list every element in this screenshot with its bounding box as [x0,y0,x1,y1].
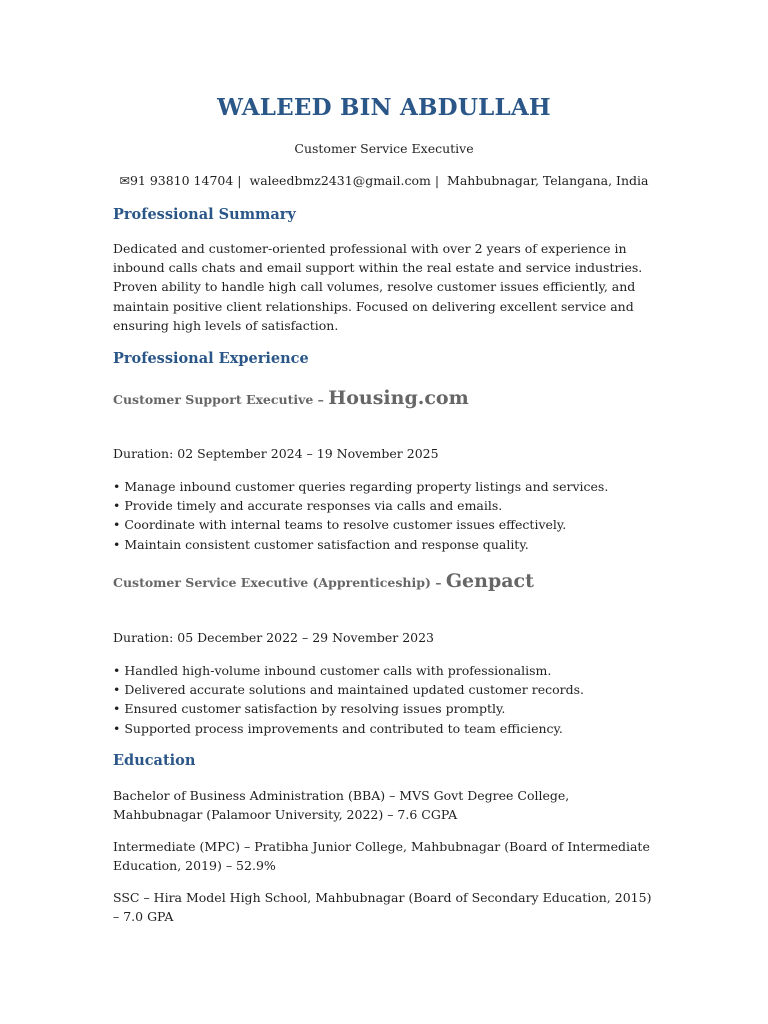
email-address[interactable]: waleedbmz2431@gmail.com | [249,173,440,188]
education-entry: Bachelor of Business Administration (BBA) – MVS Govt Degree College, Mahbubnagar (Palamoor University, 2022) – 7.6 CGPA [113,788,570,823]
company-name: Genpact [445,570,534,592]
list-item: • Delivered accurate solutions and maintained updated customer records. [113,682,584,698]
job-duration: Duration: 05 December 2022 – 29 November 2023 [113,630,435,645]
candidate-name: WALEED BIN ABDULLAH [217,94,551,121]
list-item: • Manage inbound customer queries regarding property listings and services. [113,479,609,494]
job-title: Customer Support Executive – [113,392,329,407]
job-responsibilities [113,477,608,554]
list-item: • Ensured customer satisfaction by resolving issues promptly. [113,701,506,717]
contact-line [103,173,665,188]
job-title-line [113,570,534,592]
location: Mahbubnagar, Telangana, India [447,173,649,188]
professional-experience-heading: Professional Experience [113,350,309,367]
company-name: Housing.com [328,387,469,409]
education-heading: Education [113,752,196,769]
professional-summary-heading: Professional Summary [113,206,296,223]
job-responsibilities [113,661,584,738]
list-item: • Handled high-volume inbound customer calls with professionalism. [113,663,552,678]
job-title: Customer Service Executive (Apprenticeship) – [113,575,446,590]
candidate-role: Customer Service Executive [294,141,474,156]
list-item: • Coordinate with internal teams to resolve customer issues effectively. [113,517,567,533]
job-title-line [113,387,469,409]
education-entry: Intermediate (MPC) – Pratibha Junior College, Mahbubnagar (Board of Intermediate Education, 2019) – 52.9% [113,839,650,874]
education-entry: SSC – Hira Model High School, Mahbubnagar (Board of Secondary Education, 2015) – 7.0 GPA [113,890,652,925]
list-item: • Provide timely and accurate responses via calls and emails. [113,498,503,514]
phone-number: ✉91 93810 14704 | [119,173,242,188]
list-item: • Maintain consistent customer satisfaction and response quality. [113,536,529,552]
professional-summary-text: Dedicated and customer-oriented professional with over 2 years of experience in inbound calls chats and email support within the real estate and service industries. Proven ability to handle high call volumes, resolve customer issues efficiently, and maintain positive client relationships. Focused on delivering excellent service and ensuring high levels of satisfaction. [113,241,643,333]
job-duration: Duration: 02 September 2024 – 19 November 2025 [113,446,439,461]
list-item: • Supported process improvements and contributed to team efficiency. [113,720,563,736]
